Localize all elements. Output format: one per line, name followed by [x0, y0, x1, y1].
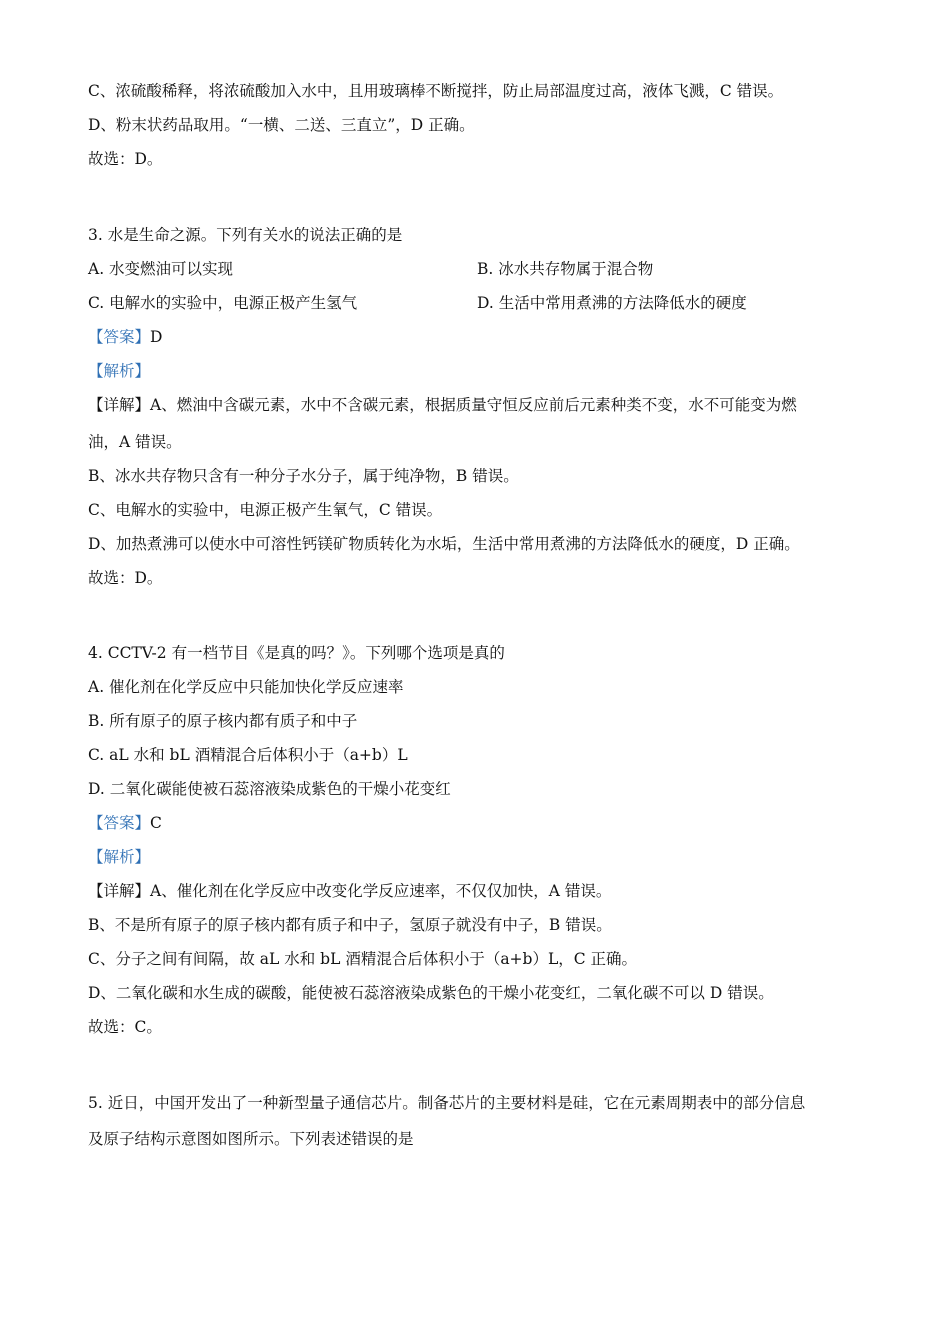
detail-tag: 【详解】 — [88, 882, 151, 900]
prev-explanation-c: C、浓硫酸稀释，将浓硫酸加入水中，且用玻璃棒不断搅拌，防止局部温度过高，液体飞溅，C 错误。 — [88, 82, 784, 100]
q3-option-a: A. 水变燃油可以实现 — [88, 260, 234, 278]
q4-option-c: C. aL 水和 bL 酒精混合后体积小于（a+b）L — [88, 746, 408, 764]
answer-value: D — [150, 328, 163, 346]
q4-detail-b: B、不是所有原子的原子核内都有质子和中子，氢原子就没有中子，B 错误。 — [88, 916, 612, 934]
q4-answer — [88, 806, 162, 840]
prev-explanation-d: D、粉末状药品取用。“一横、二送、三直立”，D 正确。 — [88, 116, 475, 134]
q3-stem: 3. 水是生命之源。下列有关水的说法正确的是 — [88, 226, 403, 244]
q4-detail-d: D、二氧化碳和水生成的碳酸，能使被石蕊溶液染成紫色的干燥小花变红，二氧化碳不可以 D 错误。 — [88, 984, 774, 1002]
q3-final-choice: 故选：D。 — [88, 569, 163, 587]
detail-tag: 【详解】 — [88, 396, 151, 414]
q3-detail-b: B、冰水共存物只含有一种分子水分子，属于纯净物，B 错误。 — [88, 467, 519, 485]
q3-detail-a — [88, 388, 797, 422]
q3-answer — [88, 320, 162, 354]
q3-detail-d: D、加热煮沸可以使水中可溶性钙镁矿物质转化为水垢，生活中常用煮沸的方法降低水的硬度，D 正确。 — [88, 535, 800, 553]
q3-option-d: D. 生活中常用煮沸的方法降低水的硬度 — [477, 294, 747, 312]
q4-detail-a — [88, 874, 611, 908]
q4-option-a: A. 催化剂在化学反应中只能加快化学反应速率 — [88, 678, 404, 696]
q4-option-b: B. 所有原子的原子核内都有质子和中子 — [88, 712, 358, 730]
q3-option-b: B. 冰水共存物属于混合物 — [477, 260, 654, 278]
prev-final-choice: 故选：D。 — [88, 150, 163, 168]
detail-text: A、催化剂在化学反应中改变化学反应速率，不仅仅加快，A 错误。 — [150, 882, 612, 900]
detail-text: A、燃油中含碳元素，水中不含碳元素，根据质量守恒反应前后元素种类不变，水不可能变为燃 — [150, 396, 797, 414]
answer-tag: 【答案】 — [88, 814, 151, 832]
q3-detail-c: C、电解水的实验中，电源正极产生氧气，C 错误。 — [88, 501, 443, 519]
answer-tag: 【答案】 — [88, 328, 151, 346]
q3-detail-a-cont: 油，A 错误。 — [88, 433, 182, 451]
q4-analysis-tag: 【解析】 — [88, 848, 151, 866]
q4-option-d: D. 二氧化碳能使被石蕊溶液染成紫色的干燥小花变红 — [88, 780, 451, 798]
answer-value: C — [150, 814, 162, 832]
q4-stem: 4. CCTV-2 有一档节目《是真的吗？》。下列哪个选项是真的 — [88, 644, 505, 662]
q5-stem-line1: 5. 近日，中国开发出了一种新型量子通信芯片。制备芯片的主要材料是硅，它在元素周期表中的部分信息 — [88, 1094, 806, 1112]
q3-analysis-tag: 【解析】 — [88, 362, 151, 380]
q3-option-c: C. 电解水的实验中，电源正极产生氢气 — [88, 294, 358, 312]
q4-detail-c: C、分子之间有间隔，故 aL 水和 bL 酒精混合后体积小于（a+b）L，C 正确。 — [88, 950, 638, 968]
q5-stem-line2: 及原子结构示意图如图所示。下列表述错误的是 — [88, 1130, 414, 1148]
q4-final-choice: 故选：C。 — [88, 1018, 162, 1036]
